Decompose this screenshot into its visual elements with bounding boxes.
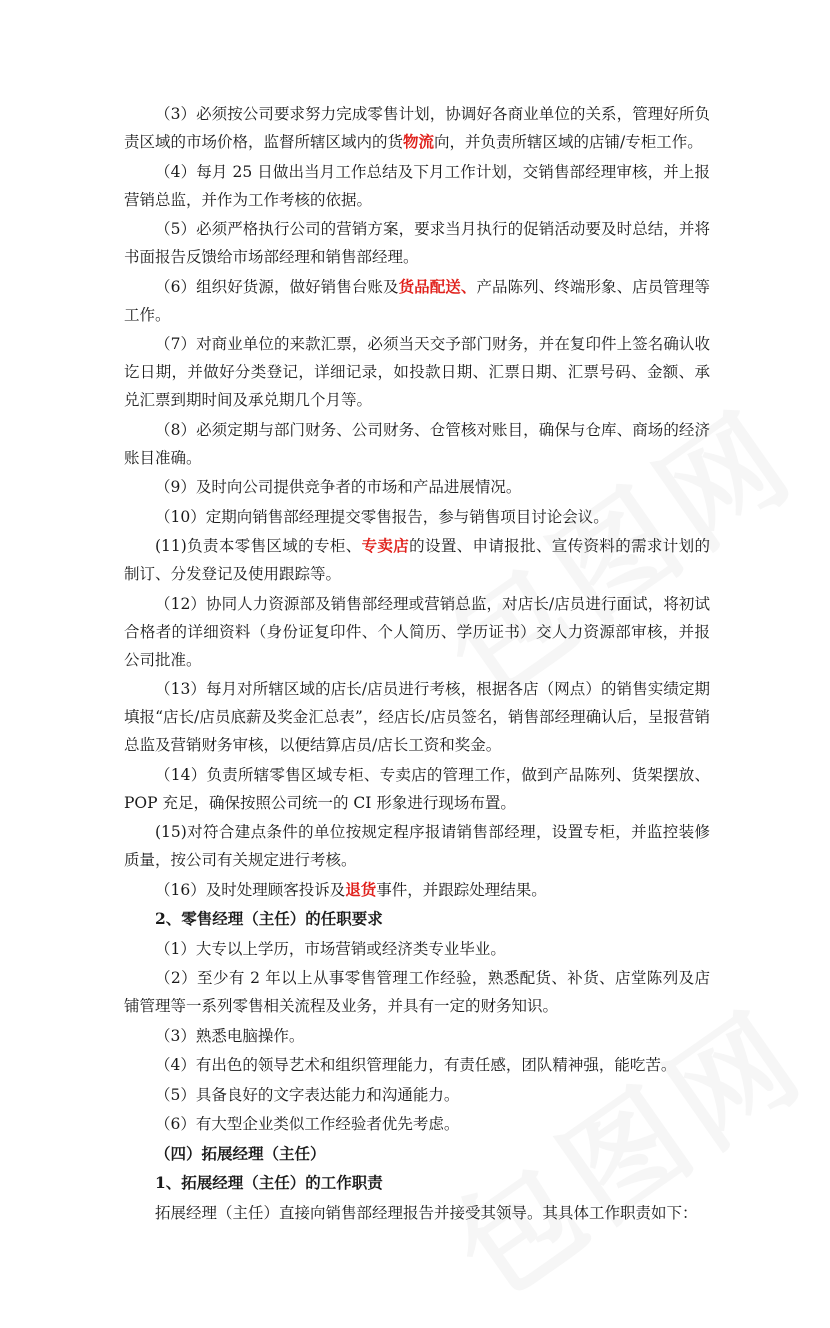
- section-heading: [124, 905, 710, 933]
- paragraph: [124, 100, 710, 156]
- paragraph: [124, 1022, 710, 1050]
- text-run: 产品陈列、终端形象、店员管理等工作。: [124, 277, 710, 324]
- paragraph: [124, 590, 710, 674]
- highlighted-term: 物流: [403, 132, 435, 151]
- text-run: （3）熟悉电脑操作。: [155, 1026, 305, 1045]
- text-run: （13）每月对所辖区域的店长/店员进行考核，根据各店（网点）的销售实绩定期填报“店长/店员底薪及奖金汇总表”，经店长/店员签名，销售部经理确认后，呈报营销总监及营销财务审核，以便结算店员/店长工资和奖金。: [124, 680, 710, 754]
- text-run: 2、零售经理（主任）的任职要求: [155, 909, 383, 928]
- section-heading: [124, 1169, 710, 1197]
- paragraph: [124, 473, 710, 501]
- text-run: （10）定期向销售部经理提交零售报告，参与销售项目讨论会议。: [155, 507, 609, 526]
- text-run: （4）每月 25 日做出当月工作总结及下月工作计划，交销售部经理审核，并上报营销总监，并作为工作考核的依据。: [124, 162, 710, 209]
- text-run: （8）必须定期与部门财务、公司财务、仓管核对账目，确保与仓库、商场的经济账目准确。: [124, 420, 710, 467]
- text-run: （6）组织好货源，做好销售台账及: [155, 277, 399, 296]
- paragraph: [124, 1081, 710, 1109]
- text-run: 1、拓展经理（主任）的工作职责: [155, 1173, 383, 1192]
- document-body: [124, 100, 710, 1228]
- text-run: （16）及时处理顾客投诉及: [155, 880, 346, 899]
- paragraph: [124, 675, 710, 759]
- text-run: 拓展经理（主任）直接向销售部经理报告并接受其领导。其具体工作职责如下：: [155, 1203, 698, 1222]
- highlighted-term: 退货: [345, 879, 377, 899]
- paragraph: [124, 1051, 710, 1079]
- text-run: （5）必须严格执行公司的营销方案，要求当月执行的促销活动要及时总结，并将书面报告反馈给市场部经理和销售部经理。: [124, 220, 710, 266]
- highlighted-term: 货品配送、: [398, 276, 477, 296]
- text-run: （1）大专以上学历，市场营销或经济类专业毕业。: [155, 939, 506, 958]
- paragraph: [124, 215, 710, 271]
- paragraph: [124, 416, 710, 472]
- text-run: （9）及时向公司提供竞争者的市场和产品进展情况。: [155, 478, 522, 496]
- text-run: （12）协同人力资源部及销售部经理或营销总监，对店长/店员进行面试，将初试合格者的详细资料（身份证复印件、个人简历、学历证书）交人力资源部审核，并报公司批准。: [124, 594, 710, 669]
- text-run: （4）有出色的领导艺术和组织管理能力，有责任感，团队精神强，能吃苦。: [155, 1056, 677, 1074]
- text-run: （2）至少有 2 年以上从事零售管理工作经验，熟悉配货、补货、店堂陈列及店铺管理等一系列零售相关流程及业务，并具有一定的财务知识。: [124, 969, 710, 1015]
- highlighted-term: 专卖店: [361, 536, 410, 555]
- text-run: （7）对商业单位的来款汇票，必须当天交予部门财务，并在复印件上签名确认收讫日期，并做好分类登记，详细记录，如投款日期、汇票日期、汇票号码、金额、承兑汇票到期时间及承兑期几个月等。: [124, 335, 710, 409]
- paragraph: [124, 876, 710, 904]
- text-run: （3）必须按公司要求努力完成零售计划，协调好各商业单位的关系，管理好所负责区域的市场价格，监督所辖区域内的货: [124, 105, 710, 151]
- paragraph: [124, 1199, 710, 1227]
- text-run: （5）具备良好的文字表达能力和沟通能力。: [155, 1085, 460, 1104]
- paragraph: [124, 761, 710, 817]
- section-heading: [124, 1140, 710, 1168]
- text-run: (11)负责本零售区域的专柜、: [155, 537, 362, 555]
- paragraph: [124, 330, 710, 414]
- text-run: 的设置、申请报批、宣传资料的需求计划的制订、分发登记及使用跟踪等。: [124, 537, 710, 583]
- text-run: 向，并负责所辖区域的店铺/专柜工作。: [434, 133, 703, 151]
- text-run: (15)对符合建点条件的单位按规定程序报请销售部经理，设置专柜，并监控装修质量，按公司有关规定进行考核。: [124, 823, 710, 869]
- paragraph: [124, 964, 710, 1020]
- text-run: （14）负责所辖零售区域专柜、专卖店的管理工作，做到产品陈列、货架摆放、POP 充足，确保按照公司统一的 CI 形象进行现场布置。: [124, 765, 710, 812]
- paragraph: [124, 1110, 710, 1138]
- paragraph: [124, 532, 710, 588]
- text-run: （四）拓展经理（主任）: [155, 1143, 326, 1163]
- paragraph: [124, 503, 710, 531]
- paragraph: [124, 273, 710, 329]
- text-run: （6）有大型企业类似工作经验者优先考虑。: [155, 1115, 460, 1133]
- text-run: 事件，并跟踪处理结果。: [376, 880, 547, 899]
- paragraph: [124, 818, 710, 874]
- paragraph: [124, 935, 710, 963]
- paragraph: [124, 158, 710, 214]
